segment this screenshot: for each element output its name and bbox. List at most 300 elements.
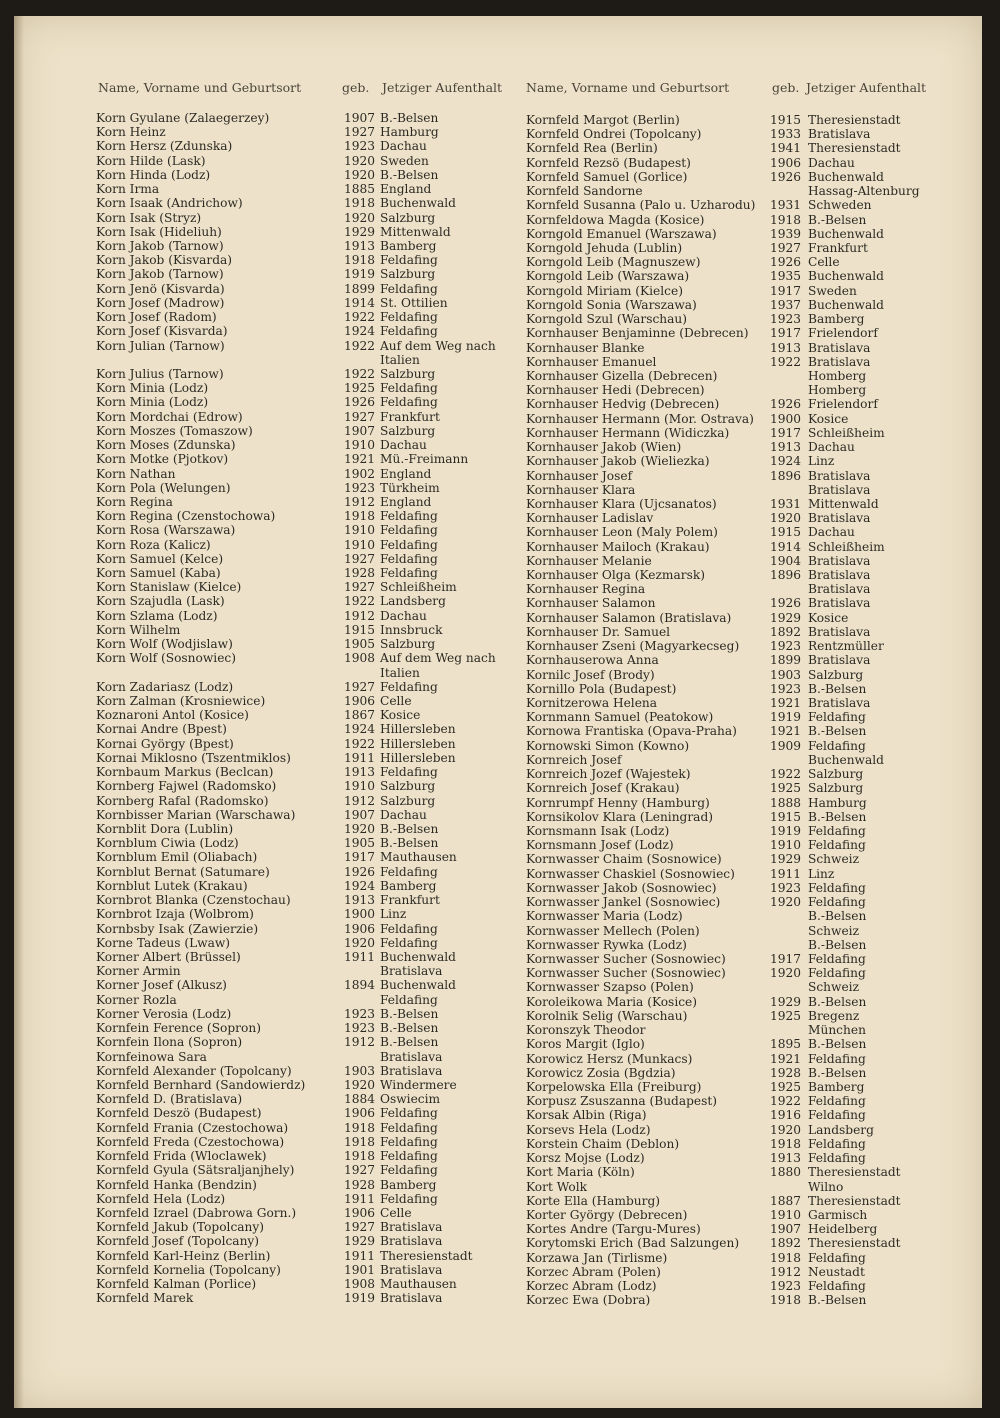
entry-residence: Feldafing xyxy=(380,921,438,936)
entry-name: Korzawa Jan (Tirlisme) xyxy=(526,1250,668,1265)
entry-born-year: 1913 xyxy=(770,340,802,355)
entry-born-year: 1896 xyxy=(770,468,802,483)
entry-name: Korowicz Zosia (Bgdzia) xyxy=(526,1065,676,1080)
list-entry xyxy=(14,966,982,980)
entry-residence: Bratislava xyxy=(808,511,871,526)
entry-born-year: 1912 xyxy=(344,494,376,509)
entry-name: Korn Moszes (Tomaszow) xyxy=(96,423,253,438)
entry-born-year: 1919 xyxy=(344,1291,376,1306)
entry-born-year: 1910 xyxy=(770,838,802,853)
list-entry xyxy=(14,198,982,212)
entry-name: Kornfeld Samuel (Gorlice) xyxy=(526,169,688,184)
entry-residence: Dachau xyxy=(808,155,855,170)
entry-name: Kornhauser Hermann (Widiczka) xyxy=(526,425,730,440)
entry-residence: Feldafing xyxy=(380,253,438,268)
entry-name: Korn Wolf (Sosnowiec) xyxy=(96,651,236,666)
list-entry xyxy=(14,568,982,582)
entry-name: Korsz Mojse (Lodz) xyxy=(526,1151,645,1166)
entry-residence: Feldafing xyxy=(380,1134,438,1149)
list-entry xyxy=(14,1236,982,1250)
entry-residence: Dachau xyxy=(808,525,855,540)
list-entry xyxy=(14,454,982,468)
entry-residence: England xyxy=(380,182,432,197)
entry-name: Korstein Chaim (Deblon) xyxy=(526,1136,680,1151)
right-header-place: Jetziger Aufenthalt xyxy=(806,80,927,95)
entry-residence: B.-Belsen xyxy=(380,822,439,836)
entry-residence: Sweden xyxy=(380,153,429,168)
list-entry xyxy=(14,710,982,724)
entry-name: Korn Zalman (Krosniewice) xyxy=(96,694,266,709)
entry-name: Korngold Leib (Magnuszew) xyxy=(526,255,701,270)
entry-name: Korner Verosia (Lodz) xyxy=(96,1006,232,1021)
entry-residence: Feldafing xyxy=(808,1094,866,1109)
entry-born-year: 1926 xyxy=(344,395,376,410)
entry-name: Korn Samuel (Kaba) xyxy=(96,566,221,581)
list-entry xyxy=(14,878,982,895)
entry-residence: Feldafing xyxy=(808,895,866,910)
entry-name: Korn Regina (Czenstochowa) xyxy=(96,509,276,524)
entry-residence: Sweden xyxy=(808,283,857,298)
entry-name: Kornwasser Sucher (Sosnowiec) xyxy=(526,966,726,981)
list-entry xyxy=(14,724,982,738)
entry-residence: Theresienstadt xyxy=(808,1193,901,1208)
list-entry xyxy=(14,639,982,653)
list-entry xyxy=(14,793,982,810)
entry-residence: B.-Belsen xyxy=(380,1006,439,1021)
list-entry xyxy=(14,525,982,539)
entry-born-year: 1920 xyxy=(344,822,376,836)
entry-name: Kornwasser Szapso (Polen) xyxy=(526,980,694,995)
entry-name: Kornmann Samuel (Peatokow) xyxy=(526,710,714,725)
list-entry xyxy=(14,238,982,255)
entry-name: Kornfeld Josef (Topolcany) xyxy=(96,1234,260,1249)
entry-name: Kornfeld Rezsö (Budapest) xyxy=(526,155,691,170)
entry-name: Kornfeld Hela (Lodz) xyxy=(96,1191,226,1206)
entry-born-year: 1919 xyxy=(344,267,376,282)
entry-residence: Oswiecim xyxy=(380,1092,441,1107)
entry-born-year: 1937 xyxy=(770,297,802,312)
entry-name: Kornhauser Leon (Maly Polem) xyxy=(526,525,718,540)
entry-name: Korn Josef (Kisvarda) xyxy=(96,324,228,339)
entry-name: Korn Minia (Lodz) xyxy=(96,381,209,396)
list-entry xyxy=(14,696,982,710)
list-entry xyxy=(14,622,982,639)
entry-born-year: 1927 xyxy=(344,409,376,424)
entry-residence: Bratislava xyxy=(808,596,871,611)
entry-residence: Schleißheim xyxy=(808,539,885,554)
entry-name: Koznaroni Antol (Kosice) xyxy=(96,708,249,723)
entry-born-year: 1918 xyxy=(344,1149,376,1164)
entry-residence: Bratislava xyxy=(380,1234,443,1249)
entry-born-year: 1920 xyxy=(344,210,376,225)
list-entry xyxy=(14,466,982,483)
entry-residence: Homberg xyxy=(808,368,867,383)
entry-name: Kornhauser Klara (Ujcsanatos) xyxy=(526,496,717,511)
entry-name: Korner Josef (Alkusz) xyxy=(96,978,227,993)
list-entry xyxy=(14,1134,982,1151)
entry-residence: Feldafing xyxy=(808,1250,866,1265)
list-entry xyxy=(14,551,982,568)
entry-name: Kornrumpf Henny (Hamburg) xyxy=(526,795,710,810)
list-entry xyxy=(14,153,982,170)
list-entry xyxy=(14,679,982,696)
entry-born-year: 1920 xyxy=(344,153,376,168)
entry-born-year: 1926 xyxy=(770,596,802,611)
entry-name: Korn Nathan xyxy=(96,466,176,481)
entry-born-year: 1894 xyxy=(344,978,376,993)
entry-residence: Feldafing xyxy=(808,1151,866,1166)
list-entry xyxy=(14,440,982,454)
entry-born-year: 1915 xyxy=(770,525,802,540)
entry-born-year: 1912 xyxy=(344,793,376,808)
entry-residence: Dachau xyxy=(380,807,427,822)
entry-born-year: 1933 xyxy=(770,127,802,142)
entry-name: Korn Wilhelm xyxy=(96,622,181,637)
entry-residence: Celle xyxy=(380,1205,412,1220)
entry-born-year: 1928 xyxy=(344,1177,376,1192)
entry-name: Korter György (Debrecen) xyxy=(526,1207,688,1222)
entry-name: Korn Hilde (Lask) xyxy=(96,153,206,168)
entry-name: Kornfeld Rea (Berlin) xyxy=(526,141,658,156)
entry-residence: Auf dem Weg nach xyxy=(380,338,496,353)
entry-name: Kornfeld Kornelia (Topolcany) xyxy=(96,1262,281,1277)
entry-born-year: 1867 xyxy=(344,708,376,723)
entry-born-year: 1927 xyxy=(344,1163,376,1178)
entry-name: Korowicz Hersz (Munkacs) xyxy=(526,1051,693,1066)
entry-residence: Theresienstadt xyxy=(808,113,901,127)
entry-name: Korn Moses (Zdunska) xyxy=(96,438,236,453)
entry-residence: B.-Belsen xyxy=(808,937,867,952)
entry-residence: Feldafing xyxy=(808,738,866,753)
entry-born-year: 1929 xyxy=(770,994,802,1009)
entry-name: Kort Wolk xyxy=(526,1179,588,1194)
entry-born-year: 1927 xyxy=(344,125,376,140)
entry-residence: Buchenwald xyxy=(808,169,884,184)
list-entry xyxy=(14,1177,982,1194)
entry-born-year: 1887 xyxy=(770,1193,802,1208)
list-entry xyxy=(14,480,982,497)
entry-residence: Feldafing xyxy=(808,951,866,966)
entry-name: Korne Tadeus (Lwaw) xyxy=(96,935,231,950)
entry-residence: Schweiz xyxy=(808,852,859,867)
entry-born-year: 1921 xyxy=(770,1051,802,1066)
entry-residence: Bamberg xyxy=(808,312,865,327)
entry-name: Kornhauserowa Anna xyxy=(526,653,659,668)
entry-residence: Salzburg xyxy=(808,767,864,782)
entry-name: Korn Jenö (Kisvarda) xyxy=(96,281,225,296)
entry-name: Kornsmann Josef (Lodz) xyxy=(526,838,674,853)
entry-born-year: 1907 xyxy=(344,807,376,822)
entry-name: Korn Hersz (Zdunska) xyxy=(96,139,233,154)
entry-born-year: 1923 xyxy=(344,1006,376,1021)
entry-name: Kornbrot Blanka (Czenstochau) xyxy=(96,893,291,908)
entry-residence: Buchenwald xyxy=(380,196,456,211)
entry-born-year: 1926 xyxy=(344,864,376,879)
entry-residence: Bratislava xyxy=(808,468,871,483)
list-entry xyxy=(14,1120,982,1137)
entry-residence: Feldafing xyxy=(808,824,866,838)
entry-name: Kornwasser Mellech (Polen) xyxy=(526,923,700,938)
entry-name: Kornhauser Blanke xyxy=(526,340,645,355)
list-entry xyxy=(14,127,982,141)
entry-born-year: 1908 xyxy=(344,1277,376,1292)
entry-born-year: 1921 xyxy=(770,696,802,711)
entry-name: Kornfeld Ondrei (Topolcany) xyxy=(526,127,702,142)
entry-born-year: 1922 xyxy=(344,366,376,381)
entry-residence: Dachau xyxy=(380,438,427,453)
entry-name: Korn Minia (Lodz) xyxy=(96,395,209,410)
entry-name: Kornwasser Sucher (Sosnowiec) xyxy=(526,951,726,966)
entry-residence: Feldafing xyxy=(380,324,438,339)
entry-name: Korn Jakob (Kisvarda) xyxy=(96,253,233,268)
entry-born-year: 1941 xyxy=(770,141,802,156)
entry-name: Kornfeld Gyula (Sätsraljanjhely) xyxy=(96,1163,295,1178)
entry-residence: Feldafing xyxy=(380,992,438,1007)
entry-residence: B.-Belsen xyxy=(808,724,867,739)
entry-name: Kornreich Jozef (Wajestek) xyxy=(526,767,691,782)
entry-born-year: 1892 xyxy=(770,624,802,639)
entry-born-year: 1922 xyxy=(344,310,376,325)
entry-born-year: 1924 xyxy=(344,878,376,893)
entry-name: Kornowski Simon (Kowno) xyxy=(526,738,690,753)
entry-born-year: 1925 xyxy=(344,381,376,396)
entry-born-year: 1925 xyxy=(770,1079,802,1094)
entry-residence: Türkheim xyxy=(380,480,440,495)
entry-name: Korner Albert (Brüssel) xyxy=(96,949,241,964)
entry-name: Kornsmann Isak (Lodz) xyxy=(526,824,670,838)
entry-residence: St. Ottilien xyxy=(380,295,448,310)
entry-name: Kornillo Pola (Budapest) xyxy=(526,681,677,696)
entry-name: Korngold Miriam (Kielce) xyxy=(526,283,683,298)
list-entry xyxy=(14,141,982,155)
list-entry xyxy=(14,992,982,1009)
entry-born-year: 1911 xyxy=(770,866,802,881)
entry-name: Korn Roza (Kalicz) xyxy=(96,537,211,552)
entry-name: Kornblut Bernat (Satumare) xyxy=(96,864,270,879)
left-header-born: geb. xyxy=(342,80,370,95)
entry-born-year: 1899 xyxy=(344,281,376,296)
entry-born-year: 1906 xyxy=(344,921,376,936)
entry-name: Kornfeld Izrael (Dabrowa Gorn.) xyxy=(96,1205,297,1220)
list-entry xyxy=(14,1151,982,1165)
entry-name: Kornblut Lutek (Krakau) xyxy=(96,878,248,893)
entry-name: Kornfeld Frania (Czestochowa) xyxy=(96,1120,289,1135)
entry-born-year: 1903 xyxy=(770,667,802,682)
entry-name: Kort Maria (Köln) xyxy=(526,1165,635,1180)
entry-residence: Italien xyxy=(380,352,420,367)
entry-residence: Bratislava xyxy=(380,1291,443,1306)
entry-residence: Bratislava xyxy=(380,1049,443,1064)
entry-residence: B.-Belsen xyxy=(380,1021,439,1036)
entry-residence: Feldafing xyxy=(808,710,866,725)
entry-born-year: 1892 xyxy=(770,1236,802,1251)
entry-name: Kornsikolov Klara (Leningrad) xyxy=(526,809,714,824)
entry-born-year: 1904 xyxy=(770,553,802,568)
entry-name: Kornfein Ilona (Sopron) xyxy=(96,1035,243,1050)
entry-born-year: 1902 xyxy=(344,466,376,481)
entry-residence: B.-Belsen xyxy=(808,212,867,227)
entry-born-year: 1928 xyxy=(344,566,376,581)
entry-name: Korpusz Zsuszanna (Budapest) xyxy=(526,1094,718,1109)
list-entry xyxy=(14,255,982,269)
entry-residence: Italien xyxy=(380,665,420,680)
list-entry xyxy=(14,366,982,383)
list-entry xyxy=(14,326,982,340)
list-entry xyxy=(14,767,982,781)
entry-residence: Celle xyxy=(380,694,412,709)
entry-name: Korngold Sonia (Warszawa) xyxy=(526,297,697,312)
entry-born-year: 1910 xyxy=(344,438,376,453)
entry-name: Kornhauser Ladislav xyxy=(526,511,654,526)
entry-born-year: 1903 xyxy=(344,1063,376,1078)
entry-born-year: 1923 xyxy=(770,1279,802,1294)
entry-name: Kornhauser Hedi (Debrecen) xyxy=(526,383,705,398)
entry-born-year: 1921 xyxy=(344,452,376,467)
entry-born-year: 1900 xyxy=(344,907,376,922)
list-entry xyxy=(14,1063,982,1080)
entry-name: Kornfeld Kalman (Porlice) xyxy=(96,1277,257,1292)
entry-born-year: 1922 xyxy=(344,338,376,353)
entry-name: Kornbrot Izaja (Wolbrom) xyxy=(96,907,254,922)
entry-name: Kornhauser Hedvig (Debrecen) xyxy=(526,397,720,412)
entry-residence: Salzburg xyxy=(808,667,864,682)
entry-born-year: 1918 xyxy=(770,1293,802,1308)
entry-name: Kornhauser Regina xyxy=(526,582,646,597)
entry-born-year: 1924 xyxy=(344,324,376,339)
entry-residence: Dachau xyxy=(808,440,855,455)
entry-name: Korzec Abram (Lodz) xyxy=(526,1279,657,1294)
entry-residence: Bratislava xyxy=(380,1063,443,1078)
entry-residence: Hillersleben xyxy=(380,736,456,751)
entry-born-year: 1906 xyxy=(344,694,376,709)
entry-born-year: 1923 xyxy=(770,880,802,895)
entry-name: Kornfeld D. (Bratislava) xyxy=(96,1092,243,1107)
entry-residence: Feldafing xyxy=(380,765,438,780)
entry-residence: Feldafing xyxy=(808,1108,866,1123)
list-entry xyxy=(14,1222,982,1236)
entry-name: Kornhauser Jakob (Wieliezka) xyxy=(526,454,710,469)
entry-born-year: 1912 xyxy=(770,1264,802,1279)
entry-name: Kornfeld Alexander (Topolcany) xyxy=(96,1063,292,1078)
entry-name: Korn Pola (Welungen) xyxy=(96,480,231,495)
entry-residence: Bamberg xyxy=(380,238,437,253)
entry-born-year: 1925 xyxy=(770,1008,802,1023)
entry-born-year: 1918 xyxy=(344,253,376,268)
entry-born-year: 1914 xyxy=(344,295,376,310)
list-entry xyxy=(14,1037,982,1051)
entry-residence: Mauthausen xyxy=(380,1277,457,1292)
entry-name: Korn Szlama (Lodz) xyxy=(96,608,218,623)
entry-residence: Feldafing xyxy=(808,1136,866,1151)
list-entry xyxy=(14,608,982,625)
entry-born-year: 1926 xyxy=(770,255,802,270)
entry-name: Korytomski Erich (Bad Salzungen) xyxy=(526,1236,740,1251)
entry-name: Kornhauser Benjaminne (Debrecen) xyxy=(526,326,749,341)
entry-name: Korn Julius (Tarnow) xyxy=(96,366,224,381)
entry-residence: Bamberg xyxy=(808,1079,865,1094)
entry-name: Kornai Andre (Bpest) xyxy=(96,722,227,737)
entry-name: Korzec Ewa (Dobra) xyxy=(526,1293,651,1308)
entry-name: Koroleikowa Maria (Kosice) xyxy=(526,994,698,1009)
entry-residence: Feldafing xyxy=(380,523,438,538)
entry-name: Korn Jakob (Tarnow) xyxy=(96,238,224,253)
entry-name: Korte Ella (Hamburg) xyxy=(526,1193,660,1208)
list-entry xyxy=(14,653,982,667)
entry-name: Korn Wolf (Wodjislaw) xyxy=(96,637,233,652)
entry-residence: Linz xyxy=(380,907,407,922)
entry-born-year: 1901 xyxy=(344,1262,376,1277)
entry-name: Kornberg Fajwel (Radomsko) xyxy=(96,779,277,794)
entry-born-year: 1923 xyxy=(344,480,376,495)
entry-name: Kornhauser Klara xyxy=(526,482,636,497)
entry-born-year: 1929 xyxy=(770,852,802,867)
entry-residence: Innsbruck xyxy=(380,622,443,637)
entry-residence: Theresienstadt xyxy=(808,1236,901,1251)
entry-name: Korzec Abram (Polen) xyxy=(526,1264,661,1279)
entry-name: Korn Isak (Stryz) xyxy=(96,210,202,225)
entry-born-year: 1926 xyxy=(770,397,802,412)
entry-residence: Landsberg xyxy=(380,594,446,609)
list-entry xyxy=(14,980,982,994)
entry-name: Korngold Szul (Warschau) xyxy=(526,312,688,327)
left-header-name: Name, Vorname und Geburtsort xyxy=(98,80,302,95)
entry-name: Kornai Miklosno (Tszentmiklos) xyxy=(96,750,291,765)
entry-born-year: 1900 xyxy=(770,411,802,426)
entry-born-year: 1906 xyxy=(344,1106,376,1121)
entry-name: Kornhauser Melanie xyxy=(526,553,652,568)
entry-residence: Feldafing xyxy=(808,966,866,981)
entry-name: Korn Josef (Madrow) xyxy=(96,295,225,310)
entry-born-year: 1925 xyxy=(770,781,802,796)
entry-name: Korn Stanislaw (Kielce) xyxy=(96,580,242,595)
entry-residence: Landsberg xyxy=(808,1122,874,1137)
entry-name: Kornreich Josef (Krakau) xyxy=(526,781,680,796)
entry-residence: Feldafing xyxy=(380,381,438,396)
entry-residence: Hillersleben xyxy=(380,722,456,737)
entry-residence: Bratislava xyxy=(808,340,871,355)
entry-born-year: 1917 xyxy=(770,951,802,966)
entry-name: Kornfeinowa Sara xyxy=(96,1049,207,1064)
list-entry xyxy=(14,1094,982,1108)
entry-name: Kornhauser Josef xyxy=(526,468,633,483)
entry-residence: Linz xyxy=(808,454,835,469)
entry-born-year: 1922 xyxy=(770,354,802,369)
list-entry xyxy=(14,864,982,881)
entry-residence: Salzburg xyxy=(380,267,436,282)
list-entry xyxy=(14,1165,982,1179)
entry-name: Kornbisser Marian (Warschawa) xyxy=(96,807,296,822)
list-entry xyxy=(14,1293,982,1307)
list-entry xyxy=(14,1248,982,1265)
right-header-name: Name, Vorname und Geburtsort xyxy=(526,80,730,95)
entry-born-year: 1923 xyxy=(344,139,376,154)
entry-name: Korn Jakob (Tarnow) xyxy=(96,267,224,282)
entry-residence: Feldafing xyxy=(380,509,438,524)
entry-born-year: 1923 xyxy=(770,639,802,654)
entry-born-year: 1915 xyxy=(770,113,802,127)
list-entry xyxy=(14,949,982,966)
entry-name: Kornfeld Margot (Berlin) xyxy=(526,113,680,127)
list-entry xyxy=(14,1049,982,1066)
entry-born-year: 1920 xyxy=(770,895,802,910)
entry-born-year: 1916 xyxy=(770,1108,802,1123)
entry-name: Korn Zadariasz (Lodz) xyxy=(96,679,234,694)
entry-residence: Hillersleben xyxy=(380,750,456,765)
entry-residence: Mittenwald xyxy=(808,496,879,511)
entry-name: Kornreich Josef xyxy=(526,752,622,767)
entry-residence: Dachau xyxy=(380,139,427,154)
entry-name: Korn Julian (Tarnow) xyxy=(96,338,225,353)
